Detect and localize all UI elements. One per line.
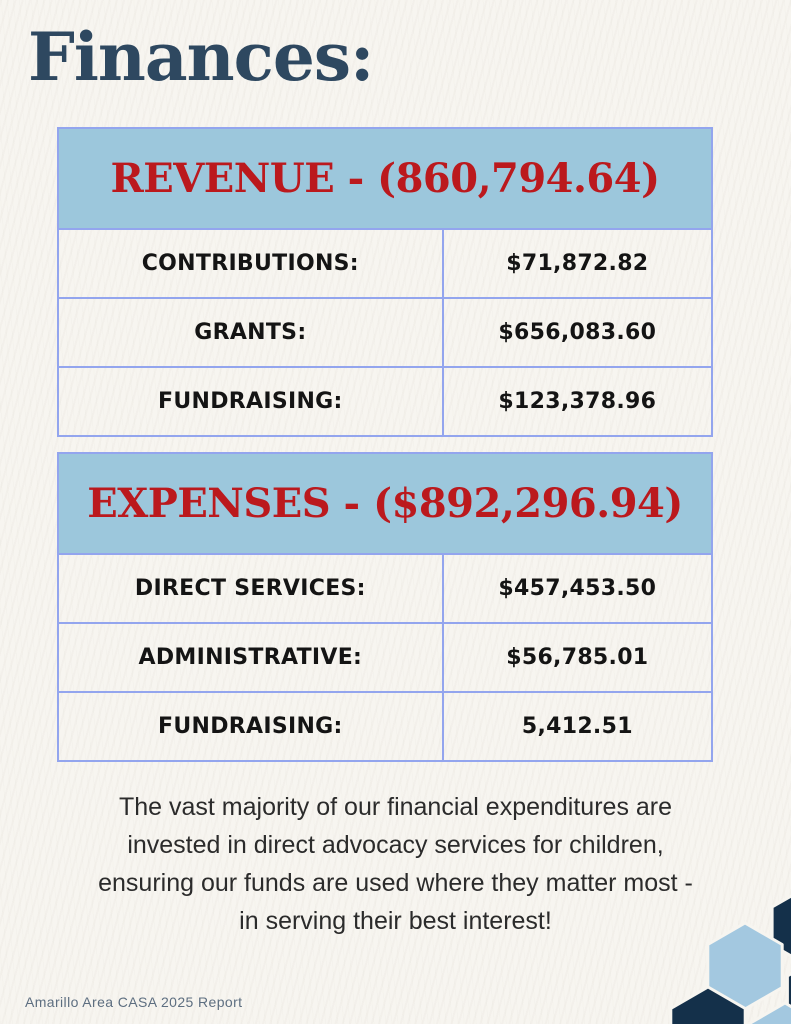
table-row: [59, 299, 711, 368]
row-value: $123,378.96: [498, 389, 657, 414]
row-label: FUNDRAISING:: [59, 368, 444, 435]
revenue-table-header: [59, 129, 711, 230]
revenue-header-text: REVENUE - (860,794.64): [110, 155, 660, 202]
footer-report-label: Amarillo Area CASA 2025 Report: [25, 994, 243, 1010]
table-row: [59, 624, 711, 693]
hexagon-cluster-icon: [640, 870, 791, 1024]
revenue-table: [57, 127, 713, 437]
row-value: $71,872.82: [506, 251, 649, 276]
expenses-header-text: EXPENSES - ($892,296.94): [87, 480, 683, 527]
row-label: ADMINISTRATIVE:: [59, 624, 444, 691]
row-value: $56,785.01: [506, 645, 649, 670]
row-value: $656,083.60: [498, 320, 657, 345]
table-row: [59, 693, 711, 760]
hexagon-light-icon: [748, 1003, 791, 1024]
row-value: $457,453.50: [498, 576, 657, 601]
page-title: Finances:: [28, 18, 374, 96]
row-label: GRANTS:: [59, 299, 444, 366]
row-label: DIRECT SERVICES:: [59, 555, 444, 622]
row-label: CONTRIBUTIONS:: [59, 230, 444, 297]
table-row: [59, 230, 711, 299]
expenses-table-header: [59, 454, 711, 555]
table-row: [59, 555, 711, 624]
expenses-table: [57, 452, 713, 762]
summary-paragraph: The vast majority of our financial expenditures are invested in direct advocacy services for children, ensuring our funds are used where they matter most - in serving their best interest!: [98, 793, 693, 935]
table-row: [59, 368, 711, 435]
row-value: 5,412.51: [521, 714, 633, 739]
row-label: FUNDRAISING:: [59, 693, 444, 760]
